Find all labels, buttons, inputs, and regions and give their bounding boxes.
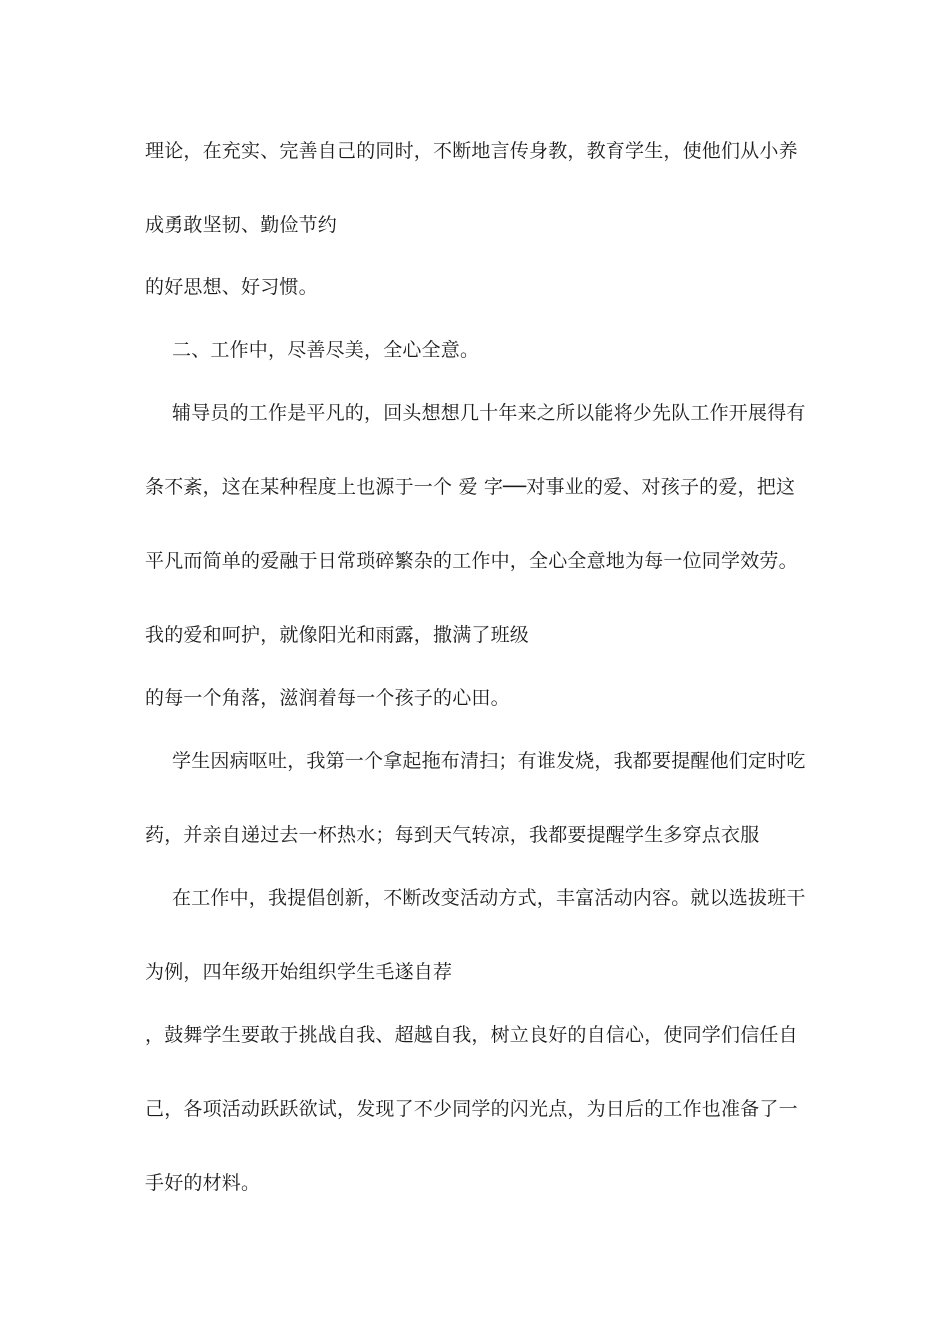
text-line: 己，各项活动跃跃欲试，发现了不少同学的闪光点，为日后的工作也准备了一 — [145, 1098, 798, 1120]
text-line: 学生因病呕吐，我第一个拿起拖布清扫；有谁发烧，我都要提醒他们定时吃 — [172, 750, 806, 772]
text-line: 药，并亲自递过去一杯热水；每到天气转凉，我都要提醒学生多穿点衣服 — [145, 824, 760, 846]
text-line: 成勇敢坚韧、勤俭节约 — [145, 214, 338, 236]
section-heading: 二、工作中，尽善尽美，全心全意。 — [172, 339, 480, 361]
text-line: 手好的材料。 — [145, 1172, 261, 1194]
text-line: 为例，四年级开始组织学生毛遂自荐 — [145, 961, 453, 983]
text-line: 平凡而简单的爱融于日常琐碎繁杂的工作中，全心全意地为每一位同学效劳。 — [145, 550, 798, 572]
text-line: ，鼓舞学生要敢于挑战自我、超越自我，树立良好的自信心，使同学们信任自 — [145, 1024, 798, 1046]
text-line: 理论，在充实、完善自己的同时，不断地言传身教，教育学生，使他们从小养 — [145, 140, 798, 162]
text-line: 的好思想、好习惯。 — [145, 276, 318, 298]
text-line: 辅导员的工作是平凡的，回头想想几十年来之所以能将少先队工作开展得有 — [172, 402, 806, 424]
text-line: 在工作中，我提倡创新，不断改变活动方式，丰富活动内容。就以选拔班干 — [172, 887, 806, 909]
text-line: 我的爱和呵护，就像阳光和雨露，撒满了班级 — [145, 624, 530, 646]
text-line: 条不紊，这在某种程度上也源于一个 爱 字──对事业的爱、对孩子的爱，把这 — [145, 476, 796, 498]
text-line: 的每一个角落，滋润着每一个孩子的心田。 — [145, 687, 510, 709]
